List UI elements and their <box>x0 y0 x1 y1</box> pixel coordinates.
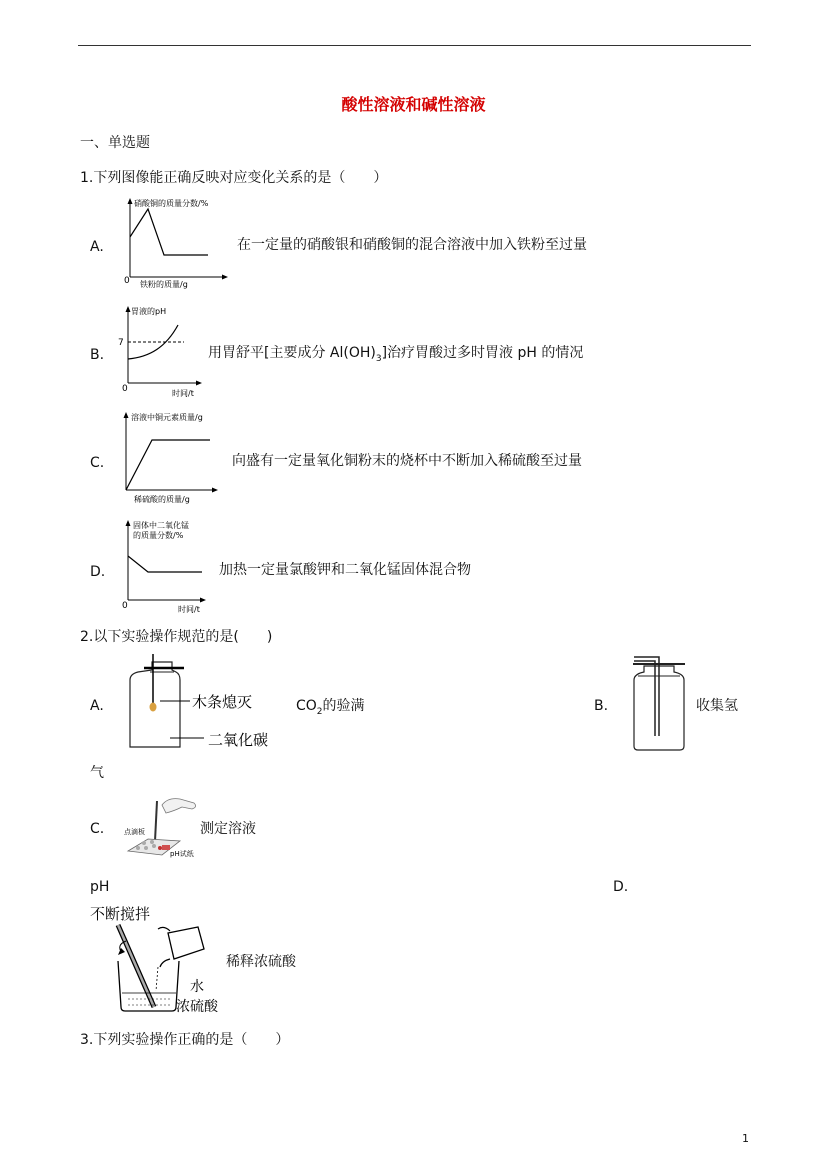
q2-co2-bottle-figure <box>124 652 284 754</box>
question-2-stem: 2.以下实验操作规范的是( ) <box>80 629 273 645</box>
q2-option-a-subscript: 2 <box>316 706 323 717</box>
question-3-stem: 3.下列实验操作正确的是（ ） <box>80 1032 290 1048</box>
q1-option-b-text: 用胃舒平[主要成分 $Al(OH)_3$]治疗胃酸过多时胃液 pH 的情况 <box>208 345 584 364</box>
q1-a-xlabel: 铁粉的质量/g <box>140 280 188 289</box>
q2-option-d-text: 稀释浓硫酸 <box>226 954 296 970</box>
q1-c-xlabel: 稀硫酸的质量/g <box>134 495 190 504</box>
q2-option-c-letter: C. <box>90 821 105 837</box>
q2-option-a-letter: A. <box>90 698 104 714</box>
question-1-stem: 1.下列图像能正确反映对应变化关系的是（ ） <box>80 170 388 186</box>
page-title: 酸性溶液和碱性溶液 <box>341 95 486 114</box>
q2-d-label-stir: 不断搅拌 <box>90 905 151 923</box>
q2-c-label-spot-plate: 点滴板 <box>124 828 145 836</box>
q2-option-b-text-wrap: 气 <box>90 765 104 781</box>
q2-c-label-ph-paper: pH试纸 <box>170 850 194 858</box>
q1-option-b-subscript: 3 <box>375 353 382 364</box>
q1-d-ylabel-line1: 固体中二氧化锰 <box>133 521 189 530</box>
q1-d-ylabel-line2: 的质量分数/% <box>133 531 184 540</box>
page-number: 1 <box>742 1132 749 1145</box>
q1-option-a-letter: A. <box>90 239 104 255</box>
q1-graph-c <box>114 408 234 508</box>
q1-d-xlabel: 时间/t <box>178 605 200 614</box>
q2-option-a-text: $CO_2$的验满 <box>296 698 365 717</box>
q2-a-label-co2: 二氧化碳 <box>208 731 269 749</box>
q1-option-c-letter: C. <box>90 455 105 471</box>
q1-option-d-letter: D. <box>90 564 106 580</box>
q2-option-b-text: 收集氢 <box>696 698 738 714</box>
header-rule <box>78 45 751 46</box>
q1-option-c-text: 向盛有一定量氧化铜粉末的烧杯中不断加入稀硫酸至过量 <box>232 453 582 469</box>
q2-d-label-conc-acid: 浓硫酸 <box>176 999 218 1015</box>
q2-option-c-text-wrap: pH <box>90 879 110 895</box>
q1-b-xlabel: 时间/t <box>172 389 194 398</box>
q1-c-ylabel: 溶液中铜元素质量/g <box>131 413 203 422</box>
q2-a-label-wood-out: 木条熄灭 <box>192 693 253 711</box>
q2-gas-bottle-figure <box>628 654 688 754</box>
q2-option-c-text: 测定溶液 <box>200 821 256 837</box>
q1-graph-a <box>120 195 235 290</box>
q1-option-a-text: 在一定量的硝酸银和硝酸铜的混合溶液中加入铁粉至过量 <box>237 237 587 253</box>
q1-a-ylabel: 硝酸铜的质量分数/% <box>134 199 209 208</box>
section-heading: 一、单选题 <box>80 135 150 151</box>
q1-a-origin: 0 <box>124 276 130 286</box>
q1-d-origin: 0 <box>122 601 128 611</box>
q2-d-label-water: 水 <box>190 979 204 995</box>
q2-dilute-acid-figure <box>88 903 220 1017</box>
q2-ph-test-figure <box>122 793 202 861</box>
q1-option-b-letter: B. <box>90 347 105 363</box>
q1-b-ylabel: 胃液的pH <box>131 307 167 316</box>
q1-b-origin: 0 <box>122 384 128 394</box>
q1-option-d-text: 加热一定量氯酸钾和二氧化锰固体混合物 <box>219 562 471 578</box>
q2-option-b-letter: B. <box>594 698 609 714</box>
q1-graph-d <box>114 516 214 614</box>
q1-graph-b <box>114 303 209 398</box>
q2-option-d-letter: D. <box>613 879 629 895</box>
q1-b-ytick: 7 <box>118 338 124 348</box>
